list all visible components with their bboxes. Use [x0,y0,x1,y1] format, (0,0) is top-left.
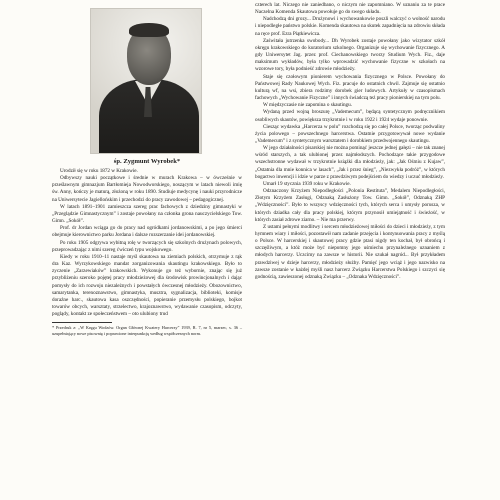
paragraph: Urodził się w roku 1872 w Krakowie. [60,168,138,174]
paragraph: Prof. dr Jordan wciąga go do pracy nad ogródkami jordanowskimi, a po jego śmierci obejmuje kierownictwo parku Jordana i dalsze rozszerzanie idei jordanowskiej. [52,225,242,239]
paragraph: Po roku 1905 odgrywa wybitną rolę w tworzących się szkolnych drużynach polowych, przeprowadzając z nimi szereg ćwiczeń typu wojskowego. [52,239,242,253]
paragraph: Ciesząc wydawka „Harcerza w polu” rozchodzą się po całej Polsce, tworząc podwaliny życia polowego – powszechnego harcerstwa. Ostatnie przygotowywał nowe wydanie „Vademecum” i z syntetycznym warsztatem i dorobkiem przedwojennego skautingu. [255,123,445,144]
paragraph: Wydaną przed wojną broszurę „Vademecum”, będącą syntetycznym podręcznikiem osobliwych skautów, powiększa trzykrotnie i w roku 1922 i 1924 wydaje ponownie. [255,109,445,123]
paragraph: Kiedy w roku 1910–11 nastaje myśl skautowa na ziemiach polskich, otrzymuje z rąk dra Kaz. Wyrzykowskiego mandat zorganizowania skautingu krakowskiego. Było to zyczenie „Zarzewiaków” krakowskich. Wykonuje go też wybornie, znając się już przybliżeniu szeroko pojętej pracy młodzieżowej dla środowisk prowincjonalnych i dając pomysły do ich rozwoju niezależnych i powstałych ówczesnej młodzieży. Obozownictwo, samarytanka, terenoznawstwo, gimnastyka, musztra, sygnalizacja, biblioteki, komisje doraźne harc., skautowa kasa oszczędności, popieranie przemysłu polskiego, bojkot towarów obcych, warsztaty, strzelectwo, krajoznawstwo, wydawanie czasopism, odczyty, poglądy, kontakt ze społeczeństwem – oto ulubiony trud [52,253,242,318]
portrait-photo [90,8,202,154]
paragraph: Odznaczony Krzyżem Niepodległości „Polonia Restituta”, Medalem Niepodległości, Złotym Krzyżem Zasługi, Odznaką Zasłużony Tow. Gimn. „Sokół”, Odznaką ZHP „Wdzięczności”. Było to wszyscy wdzięczności tych, których serca i umysły porusza, w których dziadka cały dla pracy polskiej, którym przynosił umiejątność i świeżość, w których zasiał zdrowe ziarno. – Nie ma przerwy. [255,188,445,223]
paragraph: Staje się czołowym pionierem wychowania fizycznego w Polsce. Powołany do Państwowej Rady Naukowej Wych. Fiz. pracuje do ostatnich chwil. Zajmuje się ostatnio kulturą wf, na wsi, zbiera rodzimy dorobek gier ludowych. Artykuły w czasopismach fachowych „Wychowanie Fizyczne” i innych świadczą też pracy pionierskiej na tym polu. [255,73,445,102]
right-column [255,2,445,281]
paragraph: W latach 1891–1901 zamieszcza szereg prac fachowych z dziedziny gimnastyki w „Przeglądzie Gimnastycznym” i zostaje powołany na członka grona nauczycielskiego Tow. Gimn. „Sokół”. [52,203,242,225]
paragraph: Umarł 19 stycznia 1939 roku w Krakowie. [263,180,351,187]
left-column [52,8,242,336]
paragraph: Odbywszy nauki początkowe i średnie w murach Krakowa – w ówcześnie w prześlawnym gimnazjum Bartłomieja Nowodworskiego, noszącym w latach niewoli imię św. Anny, kończy je maturą, złożoną w roku 1890. Studiuje medycynę i nauki przyrodnicze na Uniwersytecie Jagiellońskim i przechodzi do pracy zawodowej – pedagogicznej. [52,175,242,203]
paragraph: Zaświtała jutrzenka swobody... Dh Wyrobek zostaje powołany jako wizytator szkół okręgu krakowskiego do kuratorium szkolnego. Organizuje się wychowanie fizycznego. A gdy Uniwersytet Jag. przez prof. Ciechanowskiego tworzy Studium Wych. Fiz., daje maksimum wykładów, była tylko wprowadzić wychowanie fizyczne w szkołach na wzorowe tory, była podnieść zdrowie młodzieży. [255,37,445,73]
portrait-caption: śp. Zygmunt Wyrobek* [113,158,181,165]
paragraph: W międzyczasie nie zapomina o skautingu. [263,102,352,109]
paragraph: W jego działalności pisarskiej nie można pominąć jeszcze jednej gałęzi – nie tak znanej wśród starszych, a tak ulubionej przez najmłodszych. Pochodzące takie przygodowe wszechstronne wydawał w trzykrotnie książki dla młodzieży, jak: „Jak Ośmiu z Kujaw”, „Ostatnia dla mnie konnica w lasach”, „Jak i przez śnieg”, „Niezwykła podróż”, w których bogactwo inwencji i idzie w parze z prawdziwym podejściem do wiedzy i uczuć młodzieży. [255,145,445,180]
footnote-divider [52,322,112,323]
paragraph: Z ustami pełnymi modlitwy i sercem młodzieżowej miłości do dzieci i młodzieży, z tym hymnem wiary i miłości, pozostawił nam zadanie przejęcia i kontynuowania pracy z myślą o Polsce. W harcerskiej i skautowej pracy gdzie ptasi nigdy ten kochał, był obrońcą i szczęśliwym, a któż może być niepomny jego uśmiechu przynależnego uznaniem z młodych harcerzy. Uczcimy na zawsze w historii. Nie szukał nagród... Był przykładem prawdziwej w dzieje harcerzy, młodzieży służby. Pamięć jego wciąż i jego nazwisko na zawsze zostanie w każdej myśli nasz harcerz Związku Harcerstwa Polskiego i szczyci się godnością, zawieszonej odznaką Związku – „Odznaka Wdzięczności”. [255,223,445,280]
paragraph: Nadchodzą dni grozy... Drużynowi i wychowankowie poszli walczyć o wolność narodu i niepodległe państwo polskie. Komenda skautowa na skutek zapadnięcia na zdrowiu składa na ręce prof. Ezra Piątkiewicza. [255,16,445,37]
paragraph: czterech lat. Niczego nie zaniedbano, o niczym nie zapomniano. W uznaniu za te prace Naczelna Komenda Skautowa powołuje go do swego składu. [255,2,445,16]
footnote: * Przedruk z: „W Kręgu Wodzów. Organ Głównej Kwatery Harcerzy” 1939, R. 7, nr 5, marzec, s. 36 – uzupełniający nowe pisownię i poprawione interpunkcję według współczesnych norm. [52,325,242,336]
